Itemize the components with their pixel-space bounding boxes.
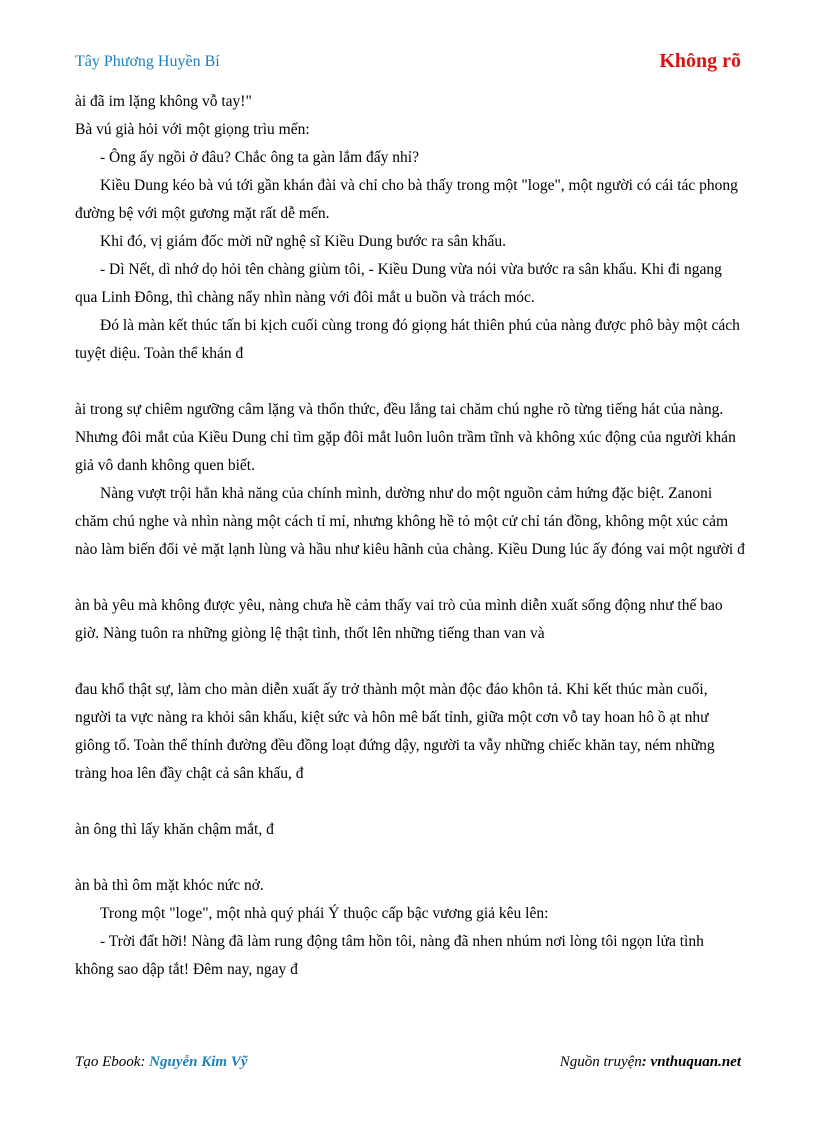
paragraph-3: - Ông ấy ngồi ở đâu? Chắc ông ta gàn lắm đấy nhỉ? (100, 149, 419, 166)
paragraph-11: đau khổ thật sự, làm cho màn diễn xuất ấy trở thành một màn độc đáo khôn tả. Khi kết thúc màn cuối, người ta vực nàng ra khỏi sân khấu, kiệt sức và hôn mê bất tỉnh, giữa một cơn vỗ tay hoan hô ồ ạt như giông tố. Toàn thể thính đường đều đồng loạt đứng dậy, người ta vẫy những chiếc khăn tay, ném những tràng hoa lên đầy chật cả sân khấu, đ (75, 681, 715, 782)
paragraph-2: Bà vú già hỏi với một giọng trìu mến: (75, 121, 310, 138)
source-credit (560, 1054, 741, 1071)
paragraph-5: Khi đó, vị giám đốc mời nữ nghệ sĩ Kiều Dung bước ra sân khấu. (100, 233, 506, 250)
paragraph-8: ài trong sự chiêm ngưỡng câm lặng và thổn thức, đều lắng tai chăm chú nghe rõ từng tiếng hát của nàng. Nhưng đôi mắt của Kiều Dung chỉ tìm gặp đôi mắt luôn luôn trầm tĩnh và không xúc động của người khán giả vô danh không quen biết. (75, 401, 736, 474)
paragraph-1: ài đã im lặng không vỗ tay!" (75, 93, 252, 110)
ebook-creator-name: Nguyễn Kim Vỹ (149, 1054, 248, 1070)
paragraph-9: Nàng vượt trội hẳn khả năng của chính mình, dường như do một nguồn cảm hứng đặc biệt. Zanoni chăm chú nghe và nhìn nàng một cách tỉ mỉ, nhưng không hề tỏ một cử chỉ tán đồng, không một xúc cảm nào làm biến đổi vẻ mặt lạnh lùng và hầu như kiêu hãnh của chàng. Kiều Dung lúc ấy đóng vai một người đ (75, 485, 745, 558)
paragraph-12: àn ông thì lấy khăn chậm mắt, đ (75, 821, 274, 838)
paragraph-13: àn bà thì ôm mặt khóc nức nở. (75, 877, 264, 894)
page-footer (75, 1054, 741, 1078)
ebook-credit (75, 1054, 248, 1071)
source-separator: : (641, 1054, 651, 1070)
paragraph-15: - Trời đất hỡi! Nàng đã làm rung động tâm hồn tôi, nàng đã nhen nhúm nơi lòng tôi ngọn lửa tình không sao dập tắt! Đêm nay, ngay đ (75, 933, 704, 978)
page-body (75, 88, 745, 984)
paragraph-4: Kiều Dung kéo bà vú tới gần khán đài và chỉ cho bà thấy trong một "loge", một người có cái tác phong đường bệ với một gương mặt rất dễ mến. (75, 177, 738, 222)
page-header (75, 50, 741, 74)
paragraph-14: Trong một "loge", một nhà quý phái Ý thuộc cấp bậc vương giả kêu lên: (100, 905, 549, 922)
paragraph-7: Đó là màn kết thúc tấn bi kịch cuối cùng trong đó giọng hát thiên phú của nàng được phô bày một cách tuyệt diệu. Toàn thể khán đ (75, 317, 740, 362)
book-title: Tây Phương Huyền Bí (75, 53, 220, 70)
author-name: Không rõ (659, 50, 741, 72)
ebook-separator: : (140, 1054, 150, 1070)
paragraph-6: - Dì Nết, dì nhớ dọ hỏi tên chàng giùm tôi, - Kiều Dung vừa nói vừa bước ra sân khấu. Khi đi ngang qua Linh Đông, thì chàng nẩy nhìn nàng với đôi mắt u buồn và trách móc. (75, 261, 722, 306)
paragraph-10: àn bà yêu mà không được yêu, nàng chưa hề cảm thấy vai trò của mình diễn xuất sống động như thế bao giờ. Nàng tuôn ra những giòng lệ thật tình, thốt lên những tiếng than van và (75, 597, 723, 642)
source-label: Nguồn truyện (559, 1054, 642, 1070)
ebook-label: Tạo Ebook (75, 1054, 141, 1070)
source-site: vnthuquan.net (650, 1054, 741, 1070)
